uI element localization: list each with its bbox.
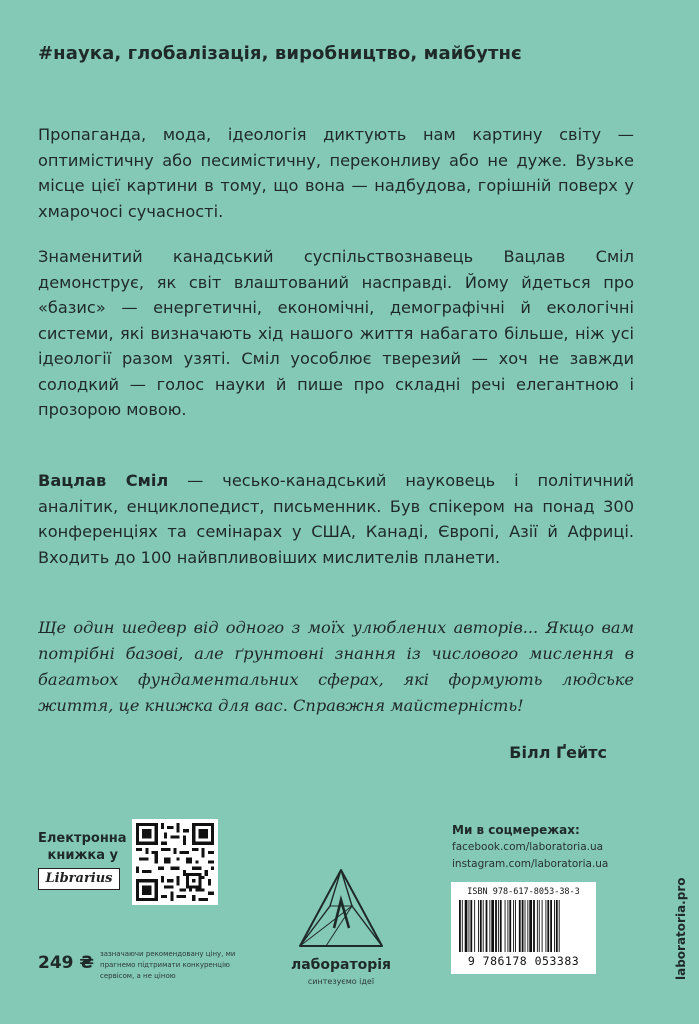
facebook-link[interactable]: facebook.com/laboratoria.ua (452, 841, 604, 853)
description-paragraph-2: Знаменитий канадський суспільствознавець Вацлав Сміл демонструє, як світ влаштований насправді. Йому йдеться про «базис» — енергетичні, економічні, демографічні й екологічні системи, які визначають хід нашого життя набагато більше, ніж усі ідеології разом узяті. Сміл уособлює тверезий — хоч не завжди солодкий — голос науки й пише про складні речі елегантною і прозорою мовою. (38, 247, 634, 419)
quote-author: Білл Ґейтс (509, 743, 607, 762)
publisher-name: лабораторія (290, 957, 392, 973)
author-bio-text: — чесько-канадський науковець і політичний аналітик, енциклопедист, письменник. Був спікером на понад 300 конференціях та семінарах у США, Канаді, Європі, Азії й Африці. Входить до 100 найвпливовіших мислителів планети. (38, 471, 635, 567)
author-name: Вацлав Сміл (38, 471, 169, 490)
isbn-barcode (451, 882, 596, 974)
qr-code (132, 819, 218, 905)
publisher-logo-icon (296, 866, 386, 952)
isbn-label: ISBN 978-617-8053-38-3 (467, 887, 580, 897)
website-link[interactable]: laboratoria.pro (674, 877, 688, 980)
instagram-link[interactable]: instagram.com/laboratoria.ua (452, 858, 609, 870)
social-title: Ми в соцмережах: (452, 823, 580, 837)
ebook-label-line1: Електронна (38, 831, 127, 846)
ebook-label-line2: книжка у (47, 848, 118, 863)
publisher-tagline: синтезуємо ідеї (307, 977, 375, 986)
price-note: зазначаючи рекомендовану ціну, ми прагнемо підтримати конкуренцію сервісом, а не ціною (100, 950, 236, 980)
social-links (452, 822, 608, 873)
barcode-icon (457, 900, 590, 952)
author-bio (38, 468, 634, 570)
website-vertical (674, 877, 692, 980)
librarius-logo: Librarius (38, 868, 120, 890)
hashtags: #наука, глобалізація, виробництво, майбутнє (38, 43, 522, 64)
endorsement-quote: Ще один шедевр від одного з моїх улюблених авторів... Якщо вам потрібні базові, але ґрунтовні знання із числового мислення в багатьох фундаментальних сферах, які формують людське життя, це книжка для вас. Справжня майстерність! (38, 618, 634, 715)
description-paragraph-1: Пропаганда, мода, ідеологія диктують нам картину світу — оптимістичну або песимістичну, переконливу або не дуже. Вузьке місце цієї картини в тому, що вона — надбудова, горішній поверх у хмарочосі сучасності. (38, 125, 634, 221)
ebook-label (38, 830, 127, 864)
price: 249 ₴ (38, 953, 95, 973)
barcode-number: 9 786178 053383 (467, 954, 580, 968)
